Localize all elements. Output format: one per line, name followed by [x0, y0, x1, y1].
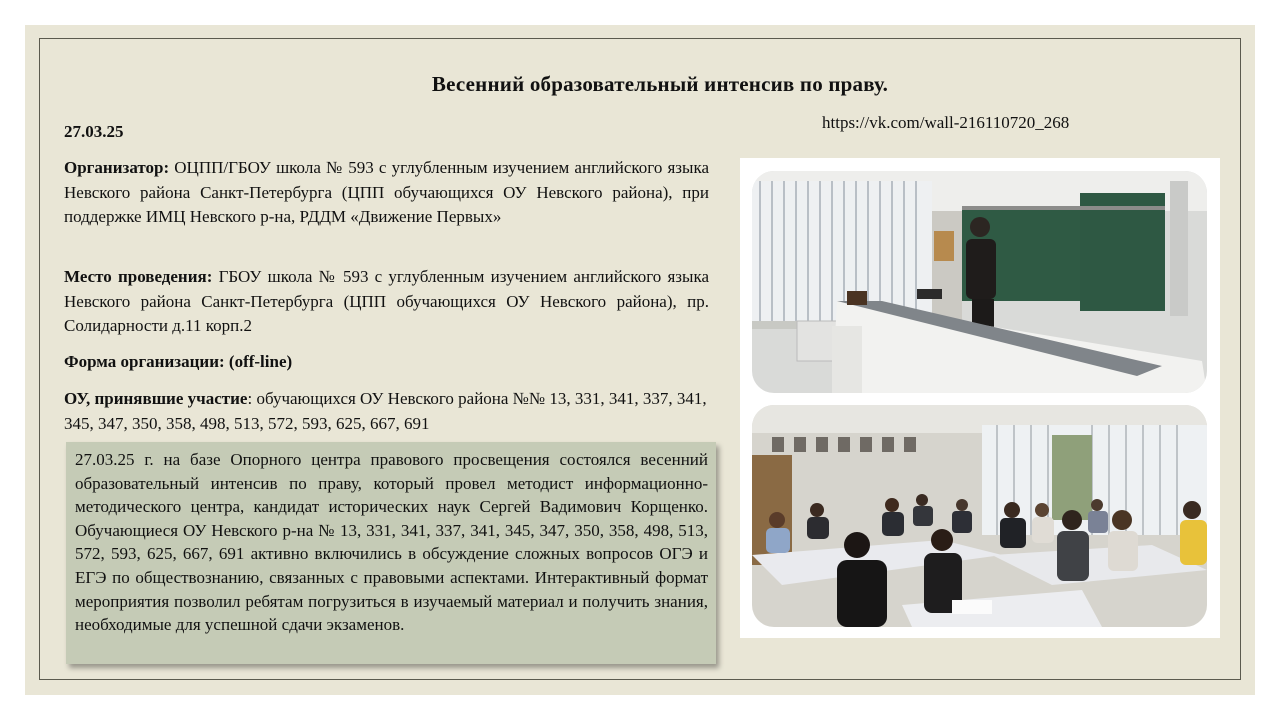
format-paragraph	[64, 350, 709, 375]
participants-label: ОУ, принявшие участие	[64, 389, 248, 408]
classroom-students-photo	[752, 405, 1207, 627]
summary-box	[66, 442, 716, 664]
format-label: Форма организации:	[64, 352, 229, 371]
photo-panel	[740, 158, 1220, 638]
format-text: (off-line)	[228, 352, 293, 371]
summary-text: 27.03.25 г. на базе Опорного центра правового просвещения состоялся весенний образовательный интенсив по праву, который провел методист информационно-методического центра, кандидат исторических наук Сергей Вадимович Корщенко. Обучающиеся ОУ Невского р-на № 13, 331, 341, 337, 341, 345, 347, 350, 358, 498, 513, 572, 593, 625, 667, 691 активно включились в обсуждение сложных вопросов ОГЭ и ЕГЭ по обществознанию, связанных с правовыми аспектами. Интерактивный формат мероприятия позволил ребятам погрузиться в изучаемый материал и получить знания, необходимые для успешной сдачи экзаменов.	[75, 450, 708, 635]
organizer-paragraph	[64, 156, 709, 230]
organizer-text: ОЦПП/ГБОУ школа № 593 с углубленным изучением английского языка Невского района Санкт-Петербурга (ЦПП обучающихся ОУ Невского района), при поддержке ИМЦ Невского р-на, РДДМ «Движение Первых»	[64, 158, 709, 226]
organizer-label: Организатор:	[64, 158, 170, 177]
venue-text: ГБОУ школа № 593 с углубленным изучением английского языка Невского района Санкт-Петербурга (ЦПП обучающихся ОУ Невского района), пр. Солидарности д.11 корп.2	[64, 267, 709, 335]
participants-text: : обучающихся ОУ Невского района №№ 13, 331, 341, 337, 341, 345, 347, 350, 358, 498, 513, 572, 593, 625, 667, 691	[64, 389, 707, 433]
venue-paragraph	[64, 265, 709, 339]
venue-label: Место проведения:	[64, 267, 213, 286]
slide-title: Весенний образовательный интенсив по праву.	[431, 72, 889, 96]
classroom-teacher-photo	[752, 171, 1207, 393]
source-link[interactable]: https://vk.com/wall-216110720_268	[822, 113, 1070, 132]
event-date: 27.03.25	[64, 122, 124, 141]
participants-paragraph	[64, 387, 724, 436]
